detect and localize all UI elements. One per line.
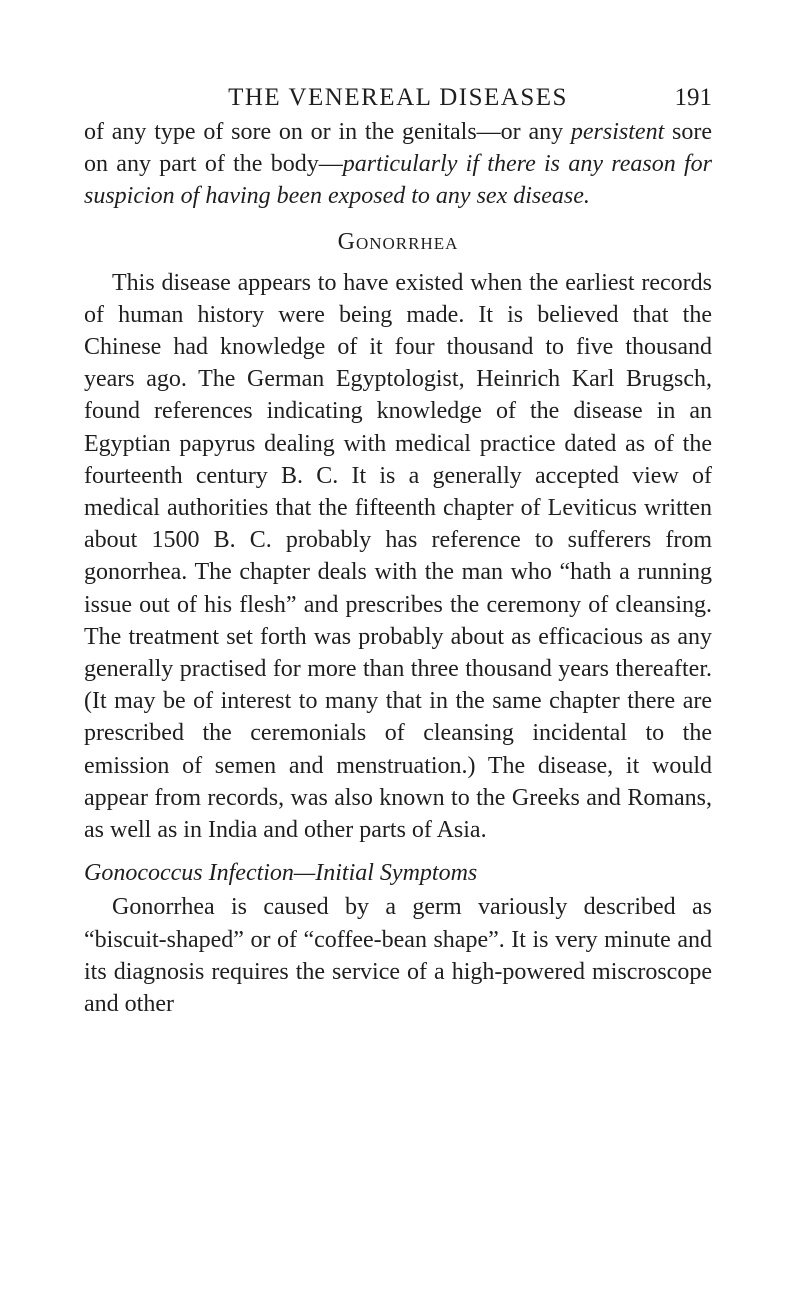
section-heading-gonorrhea: Gonorrhea [337, 228, 459, 255]
body-text [84, 116, 712, 1020]
symptoms-paragraph: Gonorrhea is caused by a germ variously described as “biscuit-shaped” or of “coffee-bean shape”. It is very minute and its diagnosis requires the service of a high-powered miscroscope and other [84, 894, 712, 1018]
emphasis-persistent: persistent [570, 119, 665, 145]
continued-paragraph [84, 116, 712, 213]
emphasis-warning: particularly if there is any reason for suspicion of having been exposed to any sex disease. [84, 151, 712, 210]
paragraph-text: of any type of sore on or in the genitals—or any [84, 119, 571, 145]
running-header [84, 80, 712, 116]
subsection-heading: Gonococcus Infection—Initial Symptoms [84, 860, 478, 887]
running-title: THE VENEREAL DISEASES [228, 84, 568, 111]
page-number: 191 [674, 84, 712, 111]
paragraph-text-2: sore on any part of the body— [84, 119, 713, 178]
history-paragraph: This disease appears to have existed when the earliest records of human history were being made. It is believed that the Chinese had knowledge of it four thousand to five thousand years ago. The German Egyptologist, Heinrich Karl Brugsch, found references indicating knowledge of the disease in an Egyptian papyrus dealing with medical practice dated as of the fourteenth century B. C. It is a generally accepted view of medical authorities that the fifteenth chapter of Leviticus written about 1500 B. C. probably has reference to sufferers from gonorrhea. The chapter deals with the man who “hath a running issue out of his flesh” and prescribes the ceremony of cleansing. The treatment set forth was probably about as efficacious as any generally practised for more than three thousand years thereafter. (It may be of interest to many that in the same chapter there are prescribed the ceremonials of cleansing incidental to the emission of semen and menstruation.) The disease, it would appear from records, was also known to the Greeks and Romans, as well as in India and other parts of Asia. [84, 269, 712, 844]
